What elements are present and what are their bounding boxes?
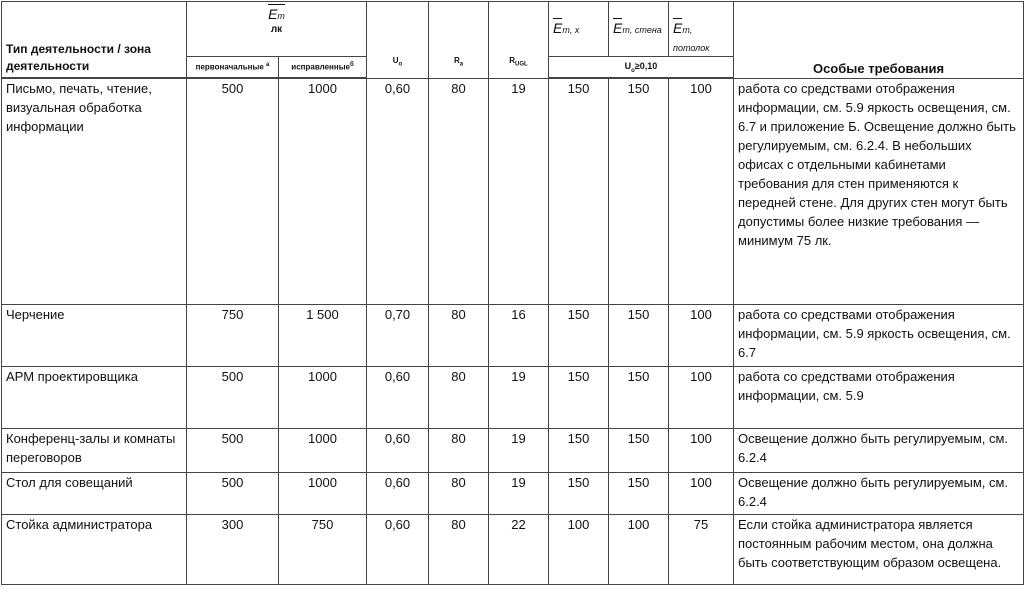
em-x-cell: 100 <box>549 515 609 585</box>
rugl-cell: 22 <box>489 515 549 585</box>
corrected-cell: 1000 <box>279 429 367 473</box>
em-ceiling-cell: 100 <box>669 473 734 515</box>
em-x-cell: 150 <box>549 305 609 367</box>
em-ceiling-header: Em, потолок <box>669 2 734 57</box>
table-row <box>2 473 1024 515</box>
table-row <box>2 515 1024 585</box>
table-row <box>2 429 1024 473</box>
rugl-cell: 19 <box>489 429 549 473</box>
uo-cell: 0,70 <box>367 305 429 367</box>
requirements-cell: Освещение должно быть регулируемым, см. 6.2.4 <box>734 429 1024 473</box>
em-wall-cell: 150 <box>609 305 669 367</box>
rugl-header: $R_{UGL}$ <box>489 2 549 79</box>
activity-header: Тип деятельности / зона деятельности <box>2 2 187 78</box>
initial-cell: 500 <box>187 79 279 305</box>
rugl-cell: 19 <box>489 473 549 515</box>
initial-cell: 500 <box>187 429 279 473</box>
em-x-header: Em, x <box>549 2 609 57</box>
lighting-requirements-table <box>1 1 1024 585</box>
requirements-cell: работа со средствами отображения информации, см. 5.9 яркость освещения, см. 6.7 <box>734 305 1024 367</box>
corrected-cell: 1000 <box>279 79 367 305</box>
em-x-cell: 150 <box>549 79 609 305</box>
requirements-cell: работа со средствами отображения информации, см. 5.9 <box>734 367 1024 429</box>
uo-cell: 0,60 <box>367 515 429 585</box>
corrected-cell: 1 500 <box>279 305 367 367</box>
initial-cell: 500 <box>187 473 279 515</box>
uo-cell: 0,60 <box>367 79 429 305</box>
activity-cell: АРМ проектировщика <box>2 367 187 429</box>
activity-cell: Конференц-залы и комнаты переговоров <box>2 429 187 473</box>
em-x-cell: 150 <box>549 367 609 429</box>
initial-cell: 750 <box>187 305 279 367</box>
initial-header: первоначальные $^a$ <box>187 57 279 78</box>
em-wall-cell: 150 <box>609 79 669 305</box>
initial-cell: 300 <box>187 515 279 585</box>
em-wall-cell: 150 <box>609 473 669 515</box>
em-wall-cell: 100 <box>609 515 669 585</box>
ra-cell: 80 <box>429 79 489 305</box>
em-x-cell: 150 <box>549 473 609 515</box>
table-row <box>2 367 1024 429</box>
em-wall-cell: 150 <box>609 367 669 429</box>
rugl-cell: 16 <box>489 305 549 367</box>
activity-cell: Стойка администратора <box>2 515 187 585</box>
activity-cell: Стол для совещаний <box>2 473 187 515</box>
ra-header: $R_a$ <box>429 2 489 79</box>
initial-cell: 500 <box>187 367 279 429</box>
corrected-cell: 1000 <box>279 367 367 429</box>
em-ceiling-cell: 75 <box>669 515 734 585</box>
corrected-cell: 750 <box>279 515 367 585</box>
rugl-cell: 19 <box>489 367 549 429</box>
em-ceiling-cell: 100 <box>669 367 734 429</box>
activity-cell: Черчение <box>2 305 187 367</box>
header-row-top <box>2 2 1024 57</box>
uo-header: $U_o$ <box>367 2 429 79</box>
em-wall-cell: 150 <box>609 429 669 473</box>
rugl-cell: 19 <box>489 79 549 305</box>
uo-cell: 0,60 <box>367 367 429 429</box>
em-x-cell: 150 <box>549 429 609 473</box>
ra-cell: 80 <box>429 473 489 515</box>
requirements-cell: Освещение должно быть регулируемым, см. 6.2.4 <box>734 473 1024 515</box>
uo-cell: 0,60 <box>367 473 429 515</box>
table-row <box>2 79 1024 305</box>
em-symbol: Em <box>268 6 285 22</box>
em-ceiling-cell: 100 <box>669 79 734 305</box>
ra-cell: 80 <box>429 429 489 473</box>
uo-limit-header: $U_o\ge 0,10$ <box>549 57 734 78</box>
em-ceiling-cell: 100 <box>669 429 734 473</box>
ra-cell: 80 <box>429 305 489 367</box>
em-wall-header: Em, стена <box>609 2 669 57</box>
requirements-cell: работа со средствами отображения информации, см. 5.9 яркость освещения, см. 6.7 и приложение Б. Освещение должно быть регулируемым, см. 6.2.4. В небольших офисах с отдельными кабинетами требования для стен применяются к передней стене. Для других стен могут быть допустимы более низкие требования — минимум 75 лк. <box>734 79 1024 305</box>
em-unit: лк <box>270 24 283 35</box>
requirements-header: Особые требования <box>734 2 1024 79</box>
corrected-header: исправленные$^б$ <box>279 57 367 78</box>
table-row <box>2 305 1024 367</box>
em-ceiling-cell: 100 <box>669 305 734 367</box>
activity-cell: Письмо, печать, чтение, визуальная обработка информации <box>2 79 187 305</box>
requirements-cell: Если стойка администратора является постоянным рабочим местом, она должна быть соответствующим образом освещена. <box>734 515 1024 585</box>
ra-cell: 80 <box>429 367 489 429</box>
uo-cell: 0,60 <box>367 429 429 473</box>
em-header <box>187 2 367 57</box>
ra-cell: 80 <box>429 515 489 585</box>
corrected-cell: 1000 <box>279 473 367 515</box>
